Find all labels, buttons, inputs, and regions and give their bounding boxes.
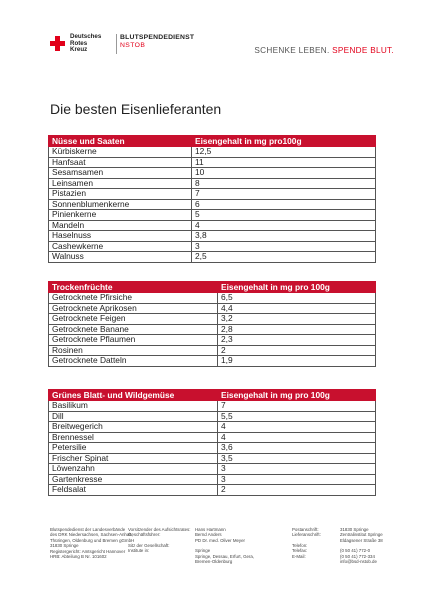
iron-value-cell: 11 [192,157,376,168]
footer-block [340,527,383,543]
footer-block [195,527,254,543]
table-row [49,147,376,158]
footer-line: Telefax: [292,548,308,554]
footer-col-contact-labels [292,527,321,564]
food-cell: Pinienkerne [49,210,192,221]
footer-block [50,527,134,559]
iron-value-cell: 6,5 [218,293,376,304]
column-header-iron: Eisengehalt in mg pro 100g [218,282,376,293]
red-cross-icon [50,36,65,51]
food-cell: Kürbiskerne [49,147,192,158]
org-line: Kreuz [70,46,88,54]
footer-line: Postanschrift: [292,527,319,532]
column-header-food: Grünes Blatt- und Wildgemüse [49,390,218,401]
iron-value-cell: 6 [192,199,376,210]
footer-line: Springe, Dessau, Erfurt, Gera, [195,553,255,559]
footer-line: des DRK Niedersachsen, Sachsen-Anhalt, [50,532,133,538]
iron-value-cell: 8 [192,178,376,189]
table-row [49,401,376,412]
slogan-part2: SPENDE BLUT. [332,46,394,55]
iron-value-cell: 4 [218,422,376,433]
iron-value-cell: 5 [192,210,376,221]
food-cell: Leinsamen [49,178,192,189]
table-leafy-greens [48,389,376,496]
org-name [70,34,101,54]
footer-block [292,527,321,538]
table-header-row [49,136,376,147]
food-cell: Getrocknete Pfirsiche [49,293,218,304]
iron-value-cell: 3,2 [218,314,376,325]
food-cell: Löwenzahn [49,464,218,475]
food-cell: Gartenkresse [49,474,218,485]
table-dried-fruits [48,281,376,367]
footer-line: 31830 Springe [50,543,79,549]
org-line: Deutsches [70,33,102,40]
footer-line: Institute in: [128,548,150,554]
iron-value-cell: 3 [192,241,376,252]
table-row [49,189,376,200]
iron-value-cell: 7 [218,401,376,412]
iron-value-cell: 2,3 [218,335,376,346]
footer-line: Springe [195,548,211,554]
footer-line: Eldagsener Straße 38 [340,537,383,543]
food-cell: Petersilie [49,443,218,454]
footer-line: Sitz der Gesellschaft: [128,542,170,548]
table-nuts-seeds [48,135,376,263]
table-row [49,210,376,221]
table-row [49,220,376,231]
food-cell: Pistazien [49,189,192,200]
table-row [49,293,376,304]
table-row [49,314,376,325]
footer-line: (0 50 41) 772-0 [340,548,371,554]
footer-line: (0 50 41) 772-334 [340,553,375,559]
table-row [49,411,376,422]
footer-col-roles [128,527,190,559]
food-cell: Basilikum [49,401,218,412]
footer-line: Lieferanschrift: [292,532,321,538]
food-cell: Frischer Spinat [49,453,218,464]
iron-value-cell: 2 [218,345,376,356]
food-cell: Haselnuss [49,231,192,242]
table-row [49,432,376,443]
footer-line: Vorsitzender des Aufsichtsrates: [128,527,191,532]
iron-value-cell: 2 [218,485,376,496]
service-title: BLUTSPENDEDIENST [120,34,195,41]
footer-block [340,548,383,564]
footer-col-contact-values [340,527,383,569]
table-row [49,422,376,433]
table-row [49,356,376,367]
table-row [49,485,376,496]
food-cell: Feldsalat [49,485,218,496]
table-row [49,168,376,179]
footer-block [292,543,321,559]
table-header-row [49,282,376,293]
footer-line: Registergericht: Amtsgericht Hannover [50,548,126,554]
iron-value-cell: 1,9 [218,356,376,367]
food-cell: Getrocknete Pflaumen [49,335,218,346]
footer-line: Zentralinstitut Springe [340,532,383,538]
iron-value-cell: 4,4 [218,303,376,314]
footer-block [128,527,190,538]
footer-col-names [195,527,254,569]
table-row [49,157,376,168]
food-cell: Mandeln [49,220,192,231]
table-row [49,474,376,485]
footer-line: PD Dr. med. Oliver Meyer [195,537,246,543]
drk-logo [50,34,210,56]
food-cell: Walnuss [49,252,192,263]
slogan [254,46,394,55]
iron-value-cell: 3,8 [192,231,376,242]
service-subtitle: NSTOB [120,42,146,49]
table-row [49,231,376,242]
iron-value-cell: 4 [192,220,376,231]
table-row [49,453,376,464]
table-row [49,443,376,454]
iron-value-cell: 10 [192,168,376,179]
table-row [49,345,376,356]
table-row [49,252,376,263]
table-row [49,241,376,252]
iron-value-cell: 3,6 [218,443,376,454]
food-cell: Getrocknete Feigen [49,314,218,325]
table-row [49,324,376,335]
footer-line: Blutspendedienst der Landesverbände [50,527,126,532]
food-cell: Cashewkerne [49,241,192,252]
food-cell: Getrocknete Aprikosen [49,303,218,314]
footer-line: Telefon: [292,542,308,548]
iron-value-cell: 3 [218,464,376,475]
footer-line: HRB: Abteilung B Nr. 101602 [50,554,107,560]
food-cell: Getrocknete Banane [49,324,218,335]
iron-value-cell: 12,5 [192,147,376,158]
iron-value-cell: 5,5 [218,411,376,422]
footer-line: Thüringen, Oldenburg und Bremen gGmbH [50,537,135,543]
food-cell: Breitwegerich [49,422,218,433]
iron-value-cell: 2,5 [192,252,376,263]
footer-line: Geschäftsführer: [128,532,161,538]
table-row [49,335,376,346]
food-cell: Getrocknete Datteln [49,356,218,367]
table-header-row [49,390,376,401]
column-header-iron: Eisengehalt in mg pro 100g [218,390,376,401]
slogan-part1: SCHENKE LEBEN. [254,46,330,55]
food-cell: Sonnenblumenkerne [49,199,192,210]
food-cell: Rosinen [49,345,218,356]
footer-line: info@bsd-nstob.de [340,559,377,565]
iron-value-cell: 3,5 [218,453,376,464]
footer-block [128,543,190,554]
iron-value-cell: 3 [218,474,376,485]
service-name [120,34,194,50]
food-cell: Dill [49,411,218,422]
column-header-food: Trockenfrüchte [49,282,218,293]
footer-line: Bremen-Oldenburg [195,559,233,565]
footer-line: Bernd Anders [195,532,222,538]
footer-line: 31830 Springe [340,527,369,532]
table-row [49,178,376,189]
food-cell: Brennessel [49,432,218,443]
org-line: Rotes [70,39,88,47]
table-row [49,464,376,475]
page-title: Die besten Eisenlieferanten [50,101,222,117]
column-header-iron: Eisengehalt in mg pro100g [192,136,376,147]
iron-value-cell: 2,8 [218,324,376,335]
table-row [49,199,376,210]
iron-value-cell: 4 [218,432,376,443]
footer-line: Hans Hartmann [195,527,226,532]
logo-divider [116,34,117,54]
food-cell: Hanfsaat [49,157,192,168]
column-header-food: Nüsse und Saaten [49,136,192,147]
food-cell: Sesamsamen [49,168,192,179]
iron-value-cell: 7 [192,189,376,200]
footer-line: E-Mail: [292,553,306,559]
footer-block [195,548,254,564]
table-row [49,303,376,314]
footer-col-company [50,527,134,564]
